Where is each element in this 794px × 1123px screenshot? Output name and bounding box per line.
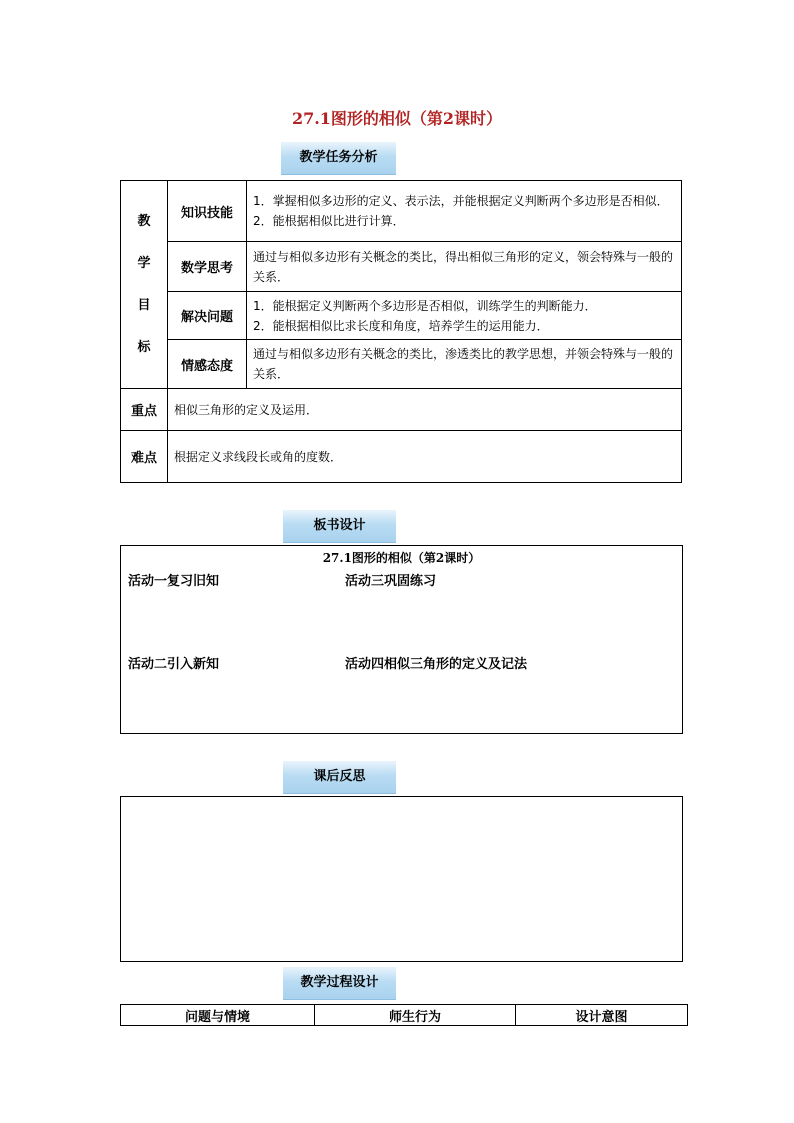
board-activity: 活动四相似三角形的定义及记法 [345, 657, 528, 672]
section-banner-board-design: 板书设计 [283, 510, 396, 543]
objective-line: 2．能根据相似比进行计算． [253, 214, 405, 228]
objective-label: 数学思考 [168, 242, 247, 292]
objectives-char: 教 [137, 213, 151, 229]
board-title: 27.1图形的相似（第2课时） [322, 551, 481, 565]
objective-content [247, 292, 682, 340]
objective-row [121, 340, 682, 389]
section-banner-process-design: 教学过程设计 [283, 967, 396, 1000]
board-activity: 活动三巩固练习 [345, 574, 437, 589]
difficulty-label: 难点 [121, 431, 168, 483]
difficulty-text: 根据定义求线段长或角的度数． [168, 431, 682, 483]
objectives-char: 学 [137, 255, 151, 271]
objective-content [247, 340, 682, 389]
objective-row [121, 292, 682, 340]
objectives-table [120, 180, 682, 483]
process-header-cell: 设计意图 [516, 1005, 688, 1026]
reflection-box [120, 796, 683, 962]
objective-line: 通过与相似多边形有关概念的类比，渗透类比的教学思想，并领会特殊与一般的关系． [253, 347, 674, 381]
objective-label: 情感态度 [168, 340, 247, 389]
key-point-text: 相似三角形的定义及运用． [168, 389, 682, 431]
objective-line: 通过与相似多边形有关概念的类比，得出相似三角形的定义，领会特殊与一般的关系． [253, 249, 674, 284]
objective-content [247, 181, 682, 242]
board-activity: 活动一复习旧知 [128, 574, 220, 589]
objective-content [247, 242, 682, 292]
section-banner-reflection: 课后反思 [283, 761, 396, 794]
objectives-char: 标 [137, 339, 151, 355]
key-point-label: 重点 [121, 389, 168, 431]
process-design-table [120, 1004, 688, 1026]
objective-line: 1．掌握相似多边形的定义、表示法，并能根据定义判断两个多边形是否相似． [253, 194, 669, 208]
objective-label: 解决问题 [168, 292, 247, 340]
key-point-row [121, 389, 682, 431]
board-design-box [120, 545, 683, 734]
objective-line: 1．能根据定义判断两个多边形是否相似，训练学生的判断能力． [253, 298, 597, 313]
objectives-group-label [121, 181, 168, 389]
process-header-cell: 问题与情境 [121, 1005, 315, 1026]
section-banner-task-analysis: 教学任务分析 [281, 142, 396, 175]
process-header-row [121, 1005, 688, 1026]
difficulty-row [121, 431, 682, 483]
objective-row [121, 242, 682, 292]
objectives-char: 目 [137, 297, 151, 313]
page-title: 27.1图形的相似（第2课时） [291, 109, 503, 128]
objective-row [121, 181, 682, 242]
objective-label: 知识技能 [168, 181, 247, 242]
board-activity: 活动二引入新知 [128, 657, 220, 672]
process-header-cell: 师生行为 [315, 1005, 516, 1026]
objective-line: 2．能根据相似比求长度和角度，培养学生的运用能力． [253, 318, 549, 333]
